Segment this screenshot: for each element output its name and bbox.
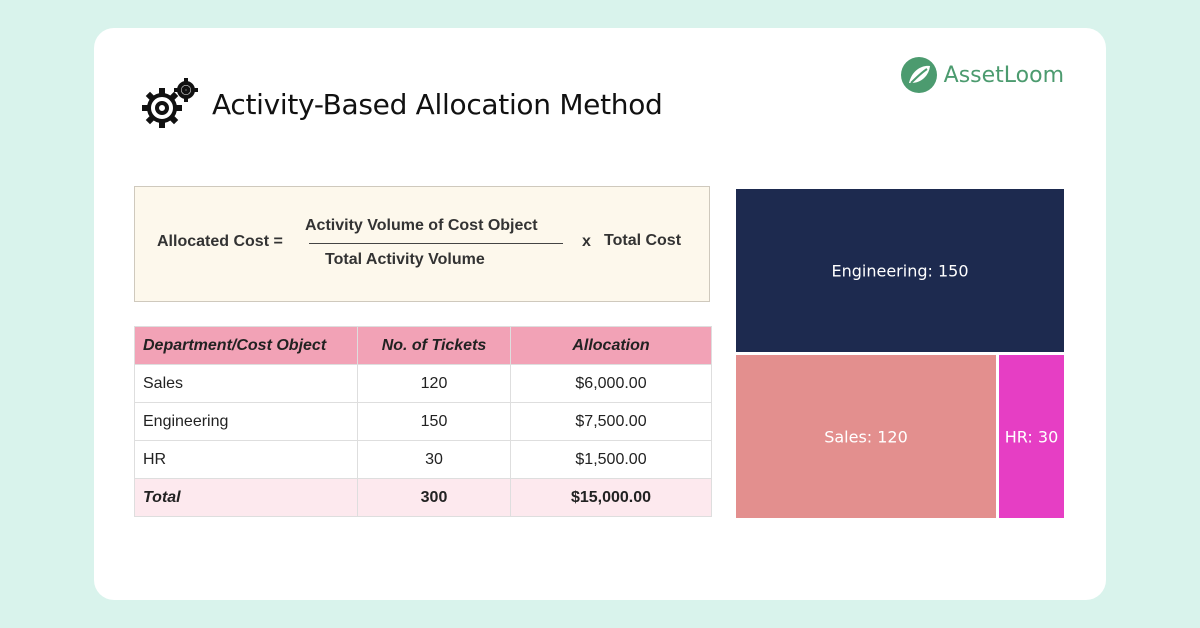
table-cell: HR [135,441,358,479]
table-cell: $1,500.00 [511,441,712,479]
formula-denominator: Total Activity Volume [325,251,485,268]
leaf-logo-icon [900,56,938,94]
formula-rhs: Total Cost [604,232,682,249]
fraction-bar [309,243,563,244]
table-cell: 150 [358,403,511,441]
column-header: No. of Tickets [358,327,511,365]
allocation-table [134,326,712,517]
table-cell: 300 [358,479,511,517]
table-row [135,403,712,441]
table-cell: $6,000.00 [511,365,712,403]
formula-box [134,186,710,302]
brand [900,56,1064,94]
table-cell: 120 [358,365,511,403]
column-header: Allocation [511,327,712,365]
brand-name: AssetLoom [943,62,1064,88]
treemap-tile-hr [999,355,1064,518]
treemap-label-sales: Sales: 120 [824,427,908,447]
treemap-tile-sales [736,355,996,518]
table-cell: Sales [135,365,358,403]
treemap-label-engineering: Engineering: 150 [831,261,969,281]
table-row [135,365,712,403]
treemap-tile-engineering [736,189,1064,352]
table-cell: Total [135,479,358,517]
table-header-row [135,327,712,365]
table-row [135,441,712,479]
title-row [140,76,663,132]
treemap-label-hr: HR: 30 [1004,427,1059,447]
table-cell: 30 [358,441,511,479]
formula-lhs: Allocated Cost = [157,233,283,250]
multiply-operator: x [582,233,591,250]
page-title: Activity-Based Allocation Method [212,87,663,121]
table-total-row [135,479,712,517]
table-cell: $15,000.00 [511,479,712,517]
table-cell: Engineering [135,403,358,441]
column-header: Department/Cost Object [135,327,358,365]
formula-numerator: Activity Volume of Cost Object [305,217,538,234]
gears-icon [140,76,206,132]
table-cell: $7,500.00 [511,403,712,441]
